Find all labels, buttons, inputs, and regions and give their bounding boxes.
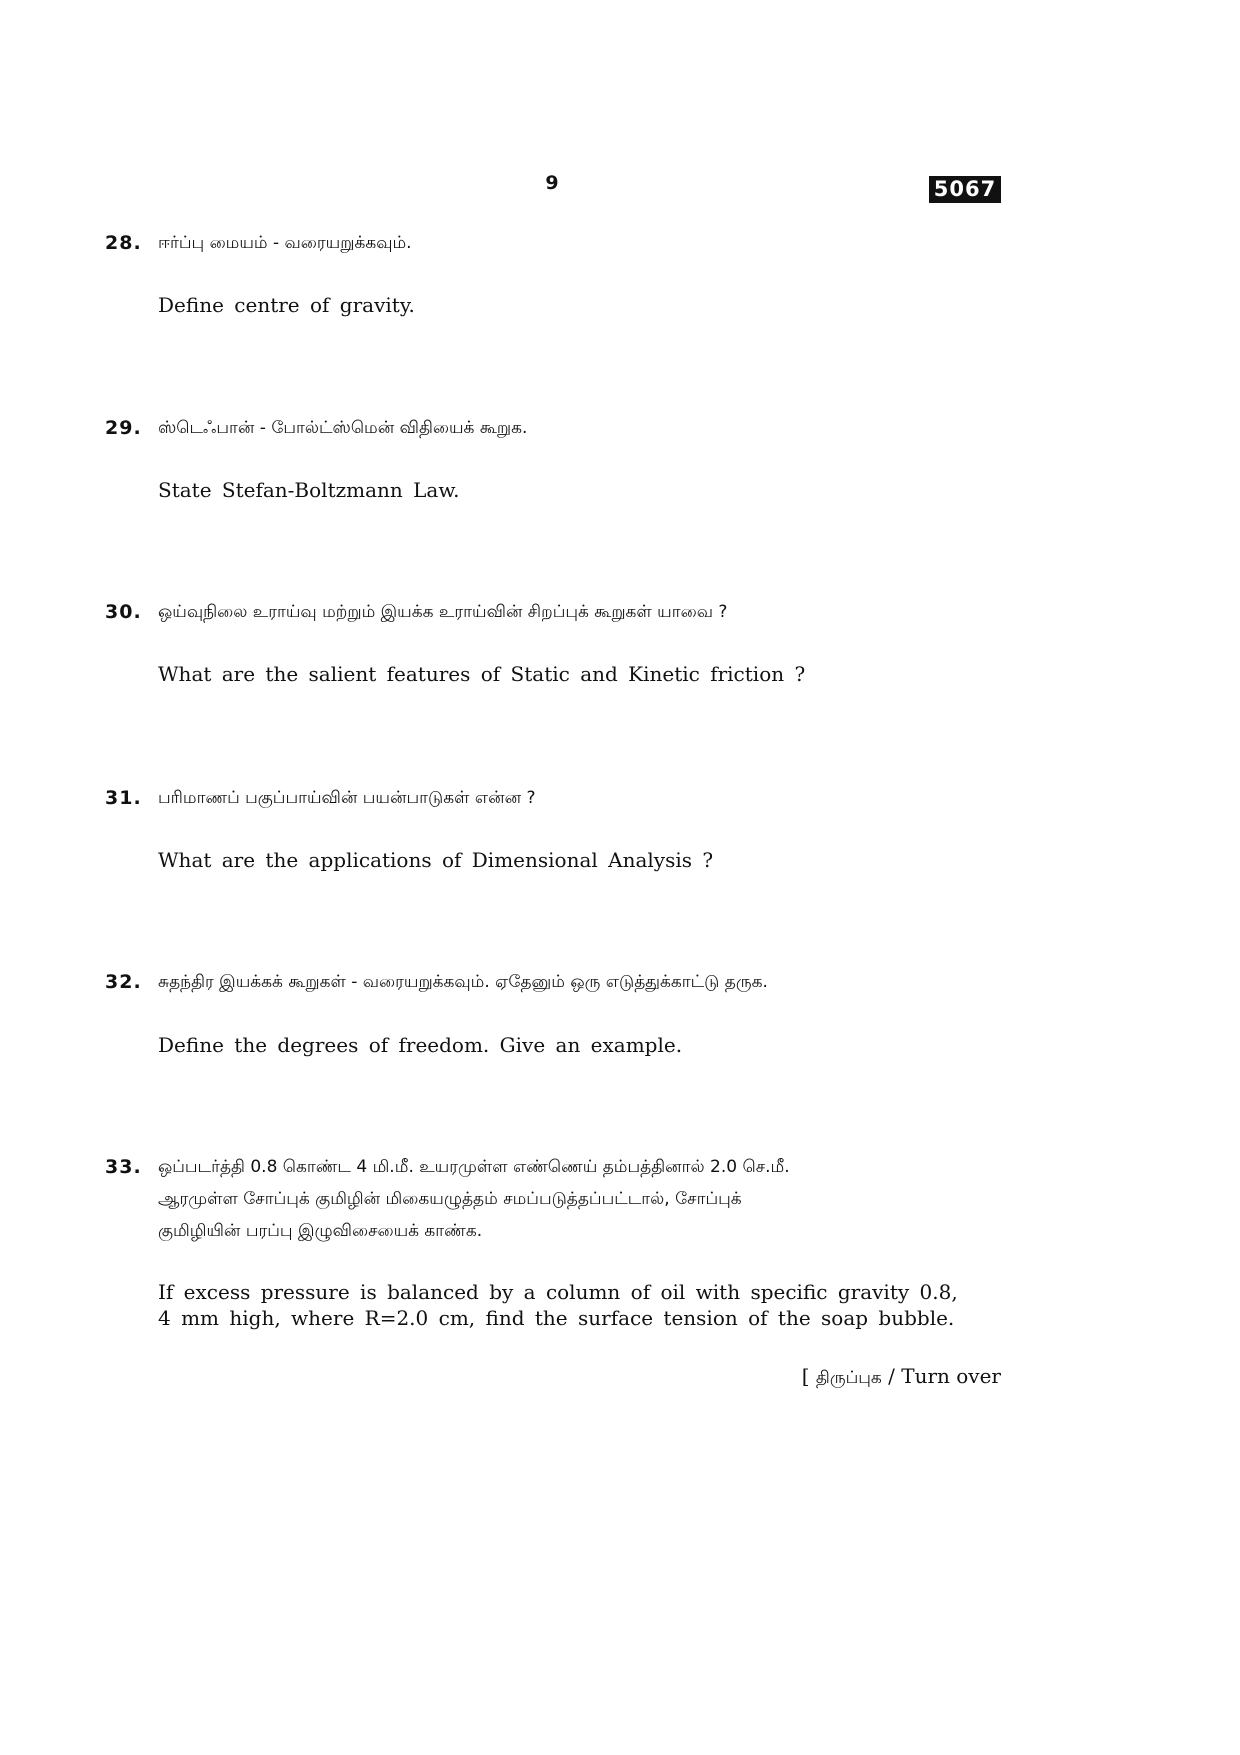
turn-over-english: Turn over [901,1364,1001,1388]
question-32-tamil: சுதந்திர இயக்கக் கூறுகள் - வரையறுக்கவும். ஏதேனும் ஒரு எடுத்துக்காட்டு தருக. [158,972,768,992]
paper-code-badge: 5067 [929,176,1001,203]
question-29-tamil: ஸ்டெஃபான் - போல்ட்ஸ்மென் விதியைக் கூறுக. [158,418,528,438]
question-number-29: 29. [105,417,142,439]
question-33-english-line-1: If excess pressure is balanced by a column of oil with specific gravity 0.8, [158,1280,958,1304]
question-31-tamil: பரிமாணப் பகுப்பாய்வின் பயன்பாடுகள் என்ன ? [158,788,536,808]
question-28-tamil: ஈர்ப்பு மையம் - வரையறுக்கவும். [158,233,412,253]
question-number-28: 28. [105,232,142,254]
question-number-33: 33. [105,1156,142,1178]
turn-over-note [802,1364,1001,1390]
question-number-31: 31. [105,787,142,809]
turn-over-separator: / [888,1364,895,1388]
question-number-30: 30. [105,601,142,623]
question-33-tamil-line-2: ஆரமுள்ள சோப்புக் குமிழின் மிகையழுத்தம் சமப்படுத்தப்பட்டால், சோப்புக் [158,1189,742,1209]
question-30-english: What are the salient features of Static and Kinetic friction ? [158,662,806,686]
question-32-english: Define the degrees of freedom. Give an example. [158,1033,683,1057]
turn-over-bracket: [ [801,1364,810,1388]
question-31-english: What are the applications of Dimensional Analysis ? [158,848,714,872]
question-29-english: State Stefan-Boltzmann Law. [158,478,460,502]
question-33-tamil-line-3: குமிழியின் பரப்பு இழுவிசையைக் காண்க. [158,1221,483,1241]
question-number-32: 32. [105,971,142,993]
question-30-tamil: ஒய்வுநிலை உராய்வு மற்றும் இயக்க உராய்வின் சிறப்புக் கூறுகள் யாவை ? [158,602,728,622]
question-33-english-line-2: 4 mm high, where R=2.0 cm, find the surface tension of the soap bubble. [158,1306,955,1330]
question-33-tamil-line-1: ஒப்படர்த்தி 0.8 கொண்ட 4 மி.மீ. உயரமுள்ள எண்ணெய் தம்பத்தினால் 2.0 செ.மீ. [158,1157,790,1177]
turn-over-tamil: திருப்புக [815,1368,882,1388]
question-28-english: Define centre of gravity. [158,293,415,317]
page-number: 9 [545,172,559,194]
